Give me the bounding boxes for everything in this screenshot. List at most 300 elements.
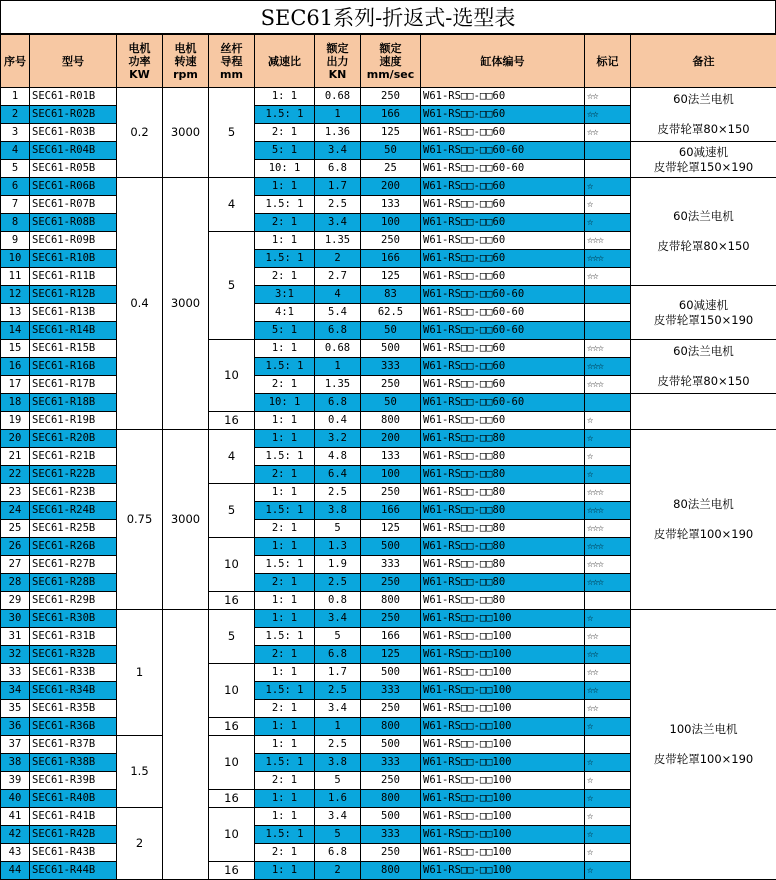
cell-force: 2.5 (315, 484, 361, 502)
cell-mark: ☆ (585, 790, 631, 808)
cell-body-no: W61-RS□□-□□100 (421, 700, 585, 718)
cell-speed: 50 (361, 394, 421, 412)
header-line: 功率 (117, 55, 162, 68)
cell-ratio: 1: 1 (255, 664, 315, 682)
cell-model: SEC61-R32B (30, 646, 117, 664)
cell-force: 1.6 (315, 790, 361, 808)
cell-speed: 500 (361, 736, 421, 754)
cell-ratio: 1: 1 (255, 808, 315, 826)
header-note (631, 35, 776, 88)
cell-force: 2.7 (315, 268, 361, 286)
cell-body-no: W61-RS□□-□□80 (421, 574, 585, 592)
cell-ratio: 2: 1 (255, 844, 315, 862)
cell-mark: ☆☆ (585, 700, 631, 718)
cell-ratio: 1.5: 1 (255, 358, 315, 376)
cell-force: 1.9 (315, 556, 361, 574)
cell-speed: 166 (361, 628, 421, 646)
header-row (1, 35, 776, 88)
cell-ratio: 1: 1 (255, 430, 315, 448)
cell-model: SEC61-R15B (30, 340, 117, 358)
cell-no: 23 (1, 484, 30, 502)
cell-body-no: W61-RS□□-□□60 (421, 358, 585, 376)
cell-model: SEC61-R20B (30, 430, 117, 448)
cell-note (631, 610, 776, 880)
note-line: 60法兰电机 (631, 209, 776, 224)
table-body (1, 88, 776, 880)
cell-mark: ☆ (585, 196, 631, 214)
cell-speed: 500 (361, 340, 421, 358)
cell-model: SEC61-R18B (30, 394, 117, 412)
cell-lead: 5 (209, 232, 255, 340)
cell-ratio: 1.5: 1 (255, 448, 315, 466)
cell-lead: 5 (209, 610, 255, 664)
note-line: 60法兰电机 (631, 344, 776, 359)
cell-mark: ☆ (585, 826, 631, 844)
cell-mark: ☆☆☆ (585, 232, 631, 250)
note-line: 皮带轮罩150×190 (631, 313, 776, 328)
cell-model: SEC61-R39B (30, 772, 117, 790)
cell-note (631, 142, 776, 178)
cell-speed: 333 (361, 358, 421, 376)
cell-no: 4 (1, 142, 30, 160)
cell-ratio: 1: 1 (255, 736, 315, 754)
cell-force: 1.35 (315, 232, 361, 250)
cell-speed: 333 (361, 556, 421, 574)
cell-ratio: 1.5: 1 (255, 196, 315, 214)
cell-body-no: W61-RS□□-□□100 (421, 646, 585, 664)
cell-mark: ☆ (585, 412, 631, 430)
cell-ratio: 2: 1 (255, 376, 315, 394)
cell-mark: ☆☆☆ (585, 574, 631, 592)
header-line: 电机 (117, 42, 162, 55)
note-line: 60法兰电机 (631, 92, 776, 107)
cell-model: SEC61-R10B (30, 250, 117, 268)
cell-speed: 250 (361, 484, 421, 502)
cell-ratio: 1: 1 (255, 592, 315, 610)
cell-force: 2 (315, 250, 361, 268)
cell-speed: 800 (361, 592, 421, 610)
cell-model: SEC61-R11B (30, 268, 117, 286)
header-line: 额定 (315, 42, 360, 55)
cell-rpm: 3000 (163, 178, 209, 430)
header-mark (585, 35, 631, 88)
cell-no: 2 (1, 106, 30, 124)
cell-force: 0.68 (315, 340, 361, 358)
cell-ratio: 3:1 (255, 286, 315, 304)
note-line (631, 224, 776, 239)
note-line (631, 512, 776, 527)
header-line: mm/sec (361, 68, 420, 81)
header-line: 减速比 (255, 55, 314, 68)
cell-body-no: W61-RS□□-□□60 (421, 250, 585, 268)
cell-no: 28 (1, 574, 30, 592)
cell-no: 30 (1, 610, 30, 628)
cell-force: 6.8 (315, 160, 361, 178)
cell-ratio: 1: 1 (255, 178, 315, 196)
cell-body-no: W61-RS□□-□□60 (421, 268, 585, 286)
header-line: 标记 (585, 55, 630, 68)
cell-no: 22 (1, 466, 30, 484)
cell-no: 20 (1, 430, 30, 448)
cell-mark: ☆ (585, 610, 631, 628)
header-line: 缸体编号 (421, 55, 584, 68)
cell-model: SEC61-R12B (30, 286, 117, 304)
cell-power: 1.5 (117, 736, 163, 808)
cell-speed: 62.5 (361, 304, 421, 322)
cell-ratio: 5: 1 (255, 142, 315, 160)
cell-lead: 10 (209, 664, 255, 718)
cell-body-no: W61-RS□□-□□60-60 (421, 142, 585, 160)
note-line: 皮带轮罩80×150 (631, 122, 776, 137)
cell-body-no: W61-RS□□-□□60 (421, 376, 585, 394)
cell-force: 3.4 (315, 214, 361, 232)
cell-speed: 800 (361, 412, 421, 430)
cell-force: 1 (315, 106, 361, 124)
cell-force: 2.5 (315, 736, 361, 754)
note-line: 60减速机 (631, 298, 776, 313)
cell-rpm: 3000 (163, 430, 209, 610)
cell-ratio: 1.5: 1 (255, 250, 315, 268)
cell-model: SEC61-R27B (30, 556, 117, 574)
cell-mark: ☆☆ (585, 646, 631, 664)
cell-body-no: W61-RS□□-□□100 (421, 736, 585, 754)
cell-speed: 100 (361, 466, 421, 484)
header-rpm (163, 35, 209, 88)
cell-body-no: W61-RS□□-□□100 (421, 844, 585, 862)
cell-speed: 500 (361, 538, 421, 556)
note-line: 100法兰电机 (631, 722, 776, 737)
header-body-no (421, 35, 585, 88)
note-line: 60减速机 (631, 145, 776, 160)
header-no (1, 35, 30, 88)
cell-power: 2 (117, 808, 163, 880)
cell-mark (585, 394, 631, 412)
cell-ratio: 2: 1 (255, 268, 315, 286)
cell-lead: 16 (209, 718, 255, 736)
header-model (30, 35, 117, 88)
cell-model: SEC61-R29B (30, 592, 117, 610)
cell-speed: 250 (361, 700, 421, 718)
cell-model: SEC61-R38B (30, 754, 117, 772)
cell-speed: 200 (361, 430, 421, 448)
cell-speed: 250 (361, 772, 421, 790)
note-line (631, 107, 776, 122)
cell-mark (585, 304, 631, 322)
cell-body-no: W61-RS□□-□□60-60 (421, 286, 585, 304)
header-line: mm (209, 68, 254, 81)
cell-body-no: W61-RS□□-□□100 (421, 610, 585, 628)
cell-model: SEC61-R40B (30, 790, 117, 808)
cell-force: 0.68 (315, 88, 361, 106)
cell-speed: 166 (361, 502, 421, 520)
cell-no: 24 (1, 502, 30, 520)
cell-force: 0.4 (315, 412, 361, 430)
cell-ratio: 1: 1 (255, 862, 315, 880)
cell-speed: 800 (361, 718, 421, 736)
cell-mark: ☆ (585, 772, 631, 790)
cell-force: 1 (315, 718, 361, 736)
note-line: 皮带轮罩80×150 (631, 239, 776, 254)
cell-mark: ☆ (585, 214, 631, 232)
cell-force: 3.4 (315, 142, 361, 160)
header-line: 额定 (361, 42, 420, 55)
cell-lead: 10 (209, 808, 255, 862)
cell-model: SEC61-R43B (30, 844, 117, 862)
note-line: 80法兰电机 (631, 497, 776, 512)
cell-ratio: 2: 1 (255, 124, 315, 142)
cell-speed: 166 (361, 106, 421, 124)
cell-force: 4 (315, 286, 361, 304)
cell-no: 18 (1, 394, 30, 412)
cell-force: 2.5 (315, 196, 361, 214)
cell-speed: 133 (361, 448, 421, 466)
cell-force: 2.5 (315, 574, 361, 592)
cell-body-no: W61-RS□□-□□100 (421, 718, 585, 736)
cell-model: SEC61-R04B (30, 142, 117, 160)
cell-no: 9 (1, 232, 30, 250)
cell-model: SEC61-R30B (30, 610, 117, 628)
cell-mark (585, 160, 631, 178)
cell-no: 37 (1, 736, 30, 754)
cell-lead: 16 (209, 790, 255, 808)
cell-mark: ☆☆☆ (585, 502, 631, 520)
cell-mark: ☆☆☆ (585, 358, 631, 376)
cell-speed: 333 (361, 826, 421, 844)
cell-ratio: 1: 1 (255, 484, 315, 502)
cell-model: SEC61-R42B (30, 826, 117, 844)
cell-force: 3.8 (315, 502, 361, 520)
cell-note (631, 178, 776, 286)
cell-no: 25 (1, 520, 30, 538)
cell-force: 3.8 (315, 754, 361, 772)
cell-body-no: W61-RS□□-□□60 (421, 88, 585, 106)
cell-model: SEC61-R28B (30, 574, 117, 592)
cell-model: SEC61-R01B (30, 88, 117, 106)
header-line: 电机 (163, 42, 208, 55)
table-row (1, 178, 776, 196)
cell-no: 19 (1, 412, 30, 430)
header-line: 丝杆 (209, 42, 254, 55)
cell-body-no: W61-RS□□-□□80 (421, 592, 585, 610)
cell-body-no: W61-RS□□-□□60 (421, 178, 585, 196)
cell-body-no: W61-RS□□-□□80 (421, 556, 585, 574)
cell-model: SEC61-R22B (30, 466, 117, 484)
cell-ratio: 2: 1 (255, 214, 315, 232)
cell-speed: 125 (361, 268, 421, 286)
cell-force: 1.7 (315, 664, 361, 682)
cell-ratio: 1: 1 (255, 412, 315, 430)
cell-note (631, 394, 776, 430)
cell-model: SEC61-R03B (30, 124, 117, 142)
cell-force: 6.4 (315, 466, 361, 484)
cell-no: 29 (1, 592, 30, 610)
cell-ratio: 1: 1 (255, 610, 315, 628)
cell-body-no: W61-RS□□-□□60 (421, 124, 585, 142)
cell-body-no: W61-RS□□-□□60 (421, 232, 585, 250)
cell-mark: ☆☆ (585, 268, 631, 286)
cell-model: SEC61-R08B (30, 214, 117, 232)
cell-speed: 250 (361, 376, 421, 394)
cell-model: SEC61-R31B (30, 628, 117, 646)
cell-no: 16 (1, 358, 30, 376)
header-power (117, 35, 163, 88)
cell-mark: ☆ (585, 808, 631, 826)
cell-ratio: 2: 1 (255, 574, 315, 592)
cell-mark: ☆☆ (585, 682, 631, 700)
cell-body-no: W61-RS□□-□□100 (421, 808, 585, 826)
cell-mark: ☆☆☆ (585, 484, 631, 502)
cell-mark (585, 142, 631, 160)
cell-force: 5 (315, 628, 361, 646)
cell-model: SEC61-R21B (30, 448, 117, 466)
cell-mark: ☆☆☆ (585, 556, 631, 574)
cell-model: SEC61-R06B (30, 178, 117, 196)
cell-no: 39 (1, 772, 30, 790)
note-line: 皮带轮罩100×190 (631, 527, 776, 542)
cell-body-no: W61-RS□□-□□60 (421, 412, 585, 430)
cell-power: 0.2 (117, 88, 163, 178)
cell-speed: 500 (361, 664, 421, 682)
cell-mark: ☆ (585, 178, 631, 196)
cell-no: 15 (1, 340, 30, 358)
cell-speed: 166 (361, 250, 421, 268)
cell-no: 36 (1, 718, 30, 736)
cell-lead: 10 (209, 340, 255, 412)
header-line: 备注 (631, 55, 776, 68)
cell-speed: 500 (361, 808, 421, 826)
cell-mark (585, 736, 631, 754)
cell-mark: ☆ (585, 430, 631, 448)
cell-no: 3 (1, 124, 30, 142)
cell-mark: ☆☆☆ (585, 376, 631, 394)
cell-no: 10 (1, 250, 30, 268)
header-lead (209, 35, 255, 88)
cell-lead: 5 (209, 484, 255, 538)
cell-speed: 50 (361, 142, 421, 160)
cell-body-no: W61-RS□□-□□80 (421, 484, 585, 502)
cell-force: 2.5 (315, 682, 361, 700)
cell-ratio: 4:1 (255, 304, 315, 322)
cell-model: SEC61-R25B (30, 520, 117, 538)
cell-body-no: W61-RS□□-□□80 (421, 430, 585, 448)
table-row (1, 88, 776, 106)
cell-lead: 4 (209, 430, 255, 484)
cell-power: 0.75 (117, 430, 163, 610)
cell-ratio: 2: 1 (255, 520, 315, 538)
cell-ratio: 2: 1 (255, 646, 315, 664)
cell-ratio: 1.5: 1 (255, 628, 315, 646)
cell-no: 8 (1, 214, 30, 232)
cell-body-no: W61-RS□□-□□80 (421, 448, 585, 466)
cell-body-no: W61-RS□□-□□60-60 (421, 322, 585, 340)
cell-body-no: W61-RS□□-□□100 (421, 826, 585, 844)
cell-ratio: 2: 1 (255, 772, 315, 790)
cell-body-no: W61-RS□□-□□60-60 (421, 160, 585, 178)
cell-ratio: 1.5: 1 (255, 502, 315, 520)
cell-force: 3.4 (315, 700, 361, 718)
cell-speed: 250 (361, 232, 421, 250)
cell-mark: ☆☆ (585, 106, 631, 124)
cell-speed: 250 (361, 88, 421, 106)
cell-speed: 333 (361, 754, 421, 772)
cell-ratio: 1: 1 (255, 232, 315, 250)
cell-no: 41 (1, 808, 30, 826)
header-line: 序号 (1, 55, 29, 68)
cell-model: SEC61-R36B (30, 718, 117, 736)
cell-mark: ☆☆ (585, 124, 631, 142)
header-speed (361, 35, 421, 88)
cell-model: SEC61-R17B (30, 376, 117, 394)
cell-note (631, 88, 776, 142)
cell-model: SEC61-R44B (30, 862, 117, 880)
cell-force: 1 (315, 358, 361, 376)
note-line: 皮带轮罩80×150 (631, 374, 776, 389)
cell-force: 6.8 (315, 322, 361, 340)
cell-no: 42 (1, 826, 30, 844)
cell-no: 13 (1, 304, 30, 322)
cell-model: SEC61-R34B (30, 682, 117, 700)
cell-speed: 133 (361, 196, 421, 214)
cell-power: 1 (117, 610, 163, 736)
cell-body-no: W61-RS□□-□□100 (421, 682, 585, 700)
header-line: rpm (163, 68, 208, 81)
cell-speed: 250 (361, 844, 421, 862)
cell-mark: ☆ (585, 718, 631, 736)
cell-ratio: 1.5: 1 (255, 682, 315, 700)
cell-model: SEC61-R33B (30, 664, 117, 682)
table-row (1, 610, 776, 628)
cell-speed: 125 (361, 124, 421, 142)
cell-speed: 800 (361, 790, 421, 808)
cell-no: 17 (1, 376, 30, 394)
cell-force: 5 (315, 520, 361, 538)
header-line: 导程 (209, 55, 254, 68)
cell-no: 27 (1, 556, 30, 574)
header-line: 型号 (30, 55, 116, 68)
cell-lead: 16 (209, 862, 255, 880)
cell-mark: ☆ (585, 466, 631, 484)
header-force (315, 35, 361, 88)
cell-rpm (163, 610, 209, 880)
cell-ratio: 10: 1 (255, 160, 315, 178)
header-line: KW (117, 68, 162, 81)
cell-force: 3.4 (315, 808, 361, 826)
cell-no: 11 (1, 268, 30, 286)
cell-speed: 200 (361, 178, 421, 196)
cell-force: 5 (315, 772, 361, 790)
note-line (631, 359, 776, 374)
cell-mark: ☆☆ (585, 628, 631, 646)
cell-force: 2 (315, 862, 361, 880)
cell-mark: ☆☆ (585, 88, 631, 106)
cell-no: 44 (1, 862, 30, 880)
cell-model: SEC61-R09B (30, 232, 117, 250)
header-line: 出力 (315, 55, 360, 68)
cell-ratio: 1: 1 (255, 340, 315, 358)
cell-body-no: W61-RS□□-□□80 (421, 466, 585, 484)
cell-body-no: W61-RS□□-□□100 (421, 754, 585, 772)
sheet-title: SEC61系列-折返式-选型表 (0, 0, 776, 34)
cell-no: 40 (1, 790, 30, 808)
note-line: 皮带轮罩100×190 (631, 752, 776, 767)
cell-no: 43 (1, 844, 30, 862)
cell-ratio: 2: 1 (255, 700, 315, 718)
cell-speed: 125 (361, 646, 421, 664)
cell-no: 14 (1, 322, 30, 340)
cell-body-no: W61-RS□□-□□100 (421, 790, 585, 808)
cell-speed: 50 (361, 322, 421, 340)
cell-body-no: W61-RS□□-□□60 (421, 214, 585, 232)
